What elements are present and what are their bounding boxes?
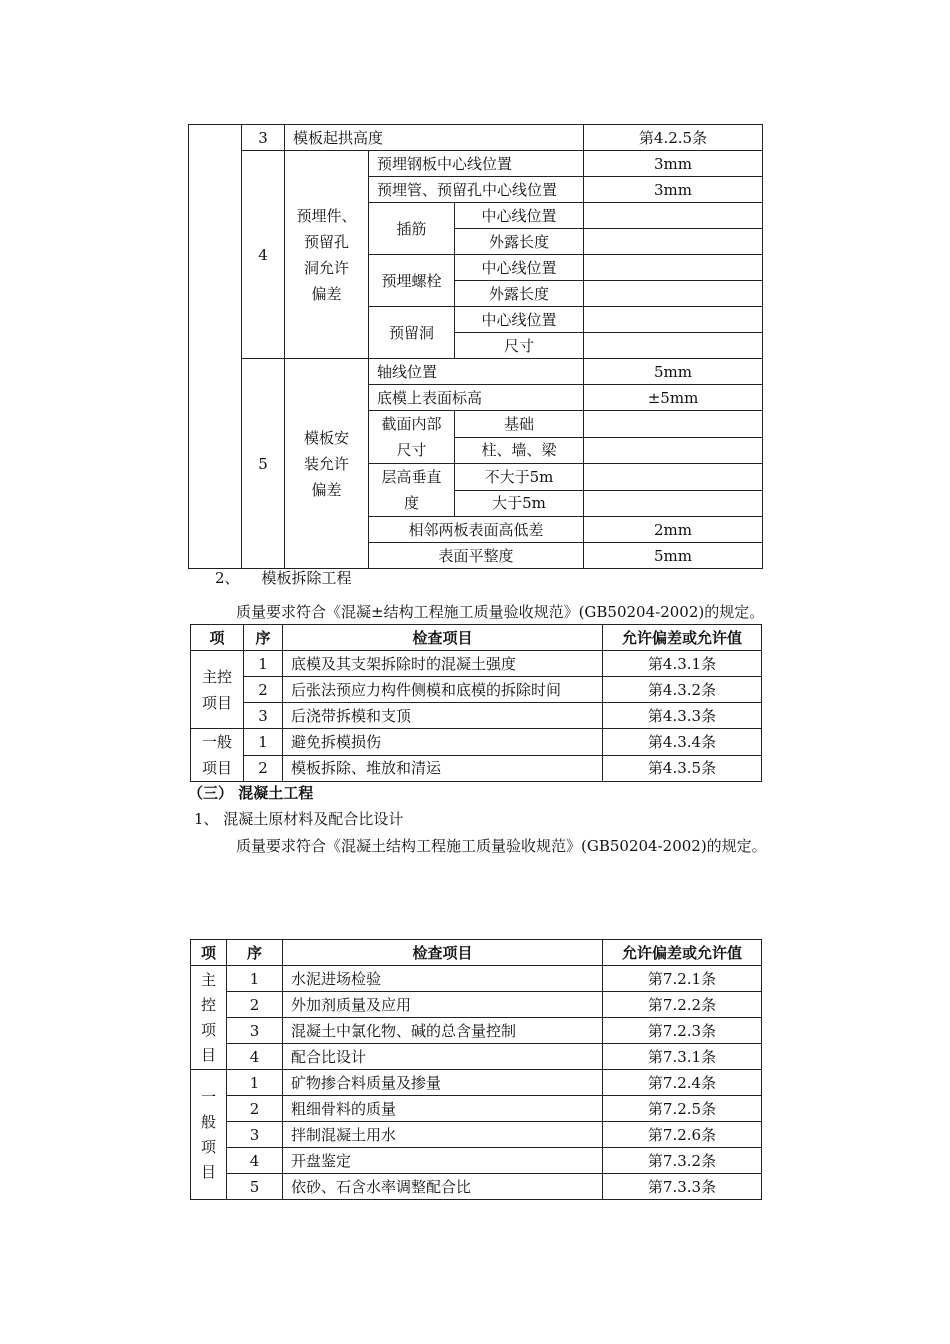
allowed-value bbox=[584, 307, 763, 333]
group-label: 主 控 项 目 bbox=[191, 966, 227, 1070]
row-number: 3 bbox=[244, 703, 283, 729]
sub-item: 尺寸 bbox=[455, 333, 584, 359]
sub-item: 中心线位置 bbox=[455, 307, 584, 333]
subsection-heading: 1、 混凝土原材料及配合比设计 bbox=[194, 810, 404, 828]
check-item: 矿物掺合料质量及掺量 bbox=[283, 1070, 603, 1096]
column-header: 序 bbox=[244, 625, 283, 651]
check-item: 预埋管、预留孔中心线位置 bbox=[369, 177, 584, 203]
check-item: 避免拆模损伤 bbox=[283, 729, 603, 756]
check-item: 开盘鉴定 bbox=[283, 1148, 603, 1174]
table-row bbox=[191, 651, 762, 677]
sub-item: 外露长度 bbox=[455, 281, 584, 307]
check-item: 配合比设计 bbox=[283, 1044, 603, 1070]
allowed-value: 第7.2.6条 bbox=[603, 1122, 762, 1148]
group-label: 模板安 装允许 偏差 bbox=[285, 359, 369, 569]
table-row bbox=[191, 703, 762, 729]
check-item: 轴线位置 bbox=[369, 359, 584, 385]
allowed-value bbox=[584, 464, 763, 491]
sub-item: 中心线位置 bbox=[455, 255, 584, 281]
check-item: 预埋钢板中心线位置 bbox=[369, 151, 584, 177]
check-item: 底模上表面标高 bbox=[369, 385, 584, 411]
row-number: 1 bbox=[244, 651, 283, 677]
row-number: 4 bbox=[227, 1148, 283, 1174]
table-row bbox=[189, 359, 763, 385]
concrete-materials-table bbox=[190, 939, 762, 1200]
check-item: 粗细骨料的质量 bbox=[283, 1096, 603, 1122]
allowed-value bbox=[584, 437, 763, 464]
table-header-row bbox=[191, 940, 762, 966]
table-row bbox=[189, 151, 763, 177]
table-row bbox=[191, 966, 762, 992]
row-number: 1 bbox=[244, 729, 283, 756]
group-label: 主控 项目 bbox=[191, 651, 244, 729]
allowed-value: 5mm bbox=[584, 359, 763, 385]
formwork-install-table bbox=[188, 124, 763, 569]
row-number: 5 bbox=[227, 1174, 283, 1200]
check-item: 混凝土中氯化物、碱的总含量控制 bbox=[283, 1018, 603, 1044]
allowed-value: 第7.2.3条 bbox=[603, 1018, 762, 1044]
column-header: 项 bbox=[191, 940, 227, 966]
allowed-value: ±5mm bbox=[584, 385, 763, 411]
row-number: 3 bbox=[242, 125, 285, 151]
row-number: 2 bbox=[227, 1096, 283, 1122]
allowed-value: 第7.2.2条 bbox=[603, 992, 762, 1018]
table-row bbox=[191, 1044, 762, 1070]
check-item: 模板拆除、堆放和清运 bbox=[283, 755, 603, 782]
check-item: 水泥进场检验 bbox=[283, 966, 603, 992]
allowed-value bbox=[584, 281, 763, 307]
allowed-value bbox=[584, 490, 763, 517]
allowed-value: 3mm bbox=[584, 177, 763, 203]
sub-group-label: 层高垂直 度 bbox=[369, 464, 455, 517]
sub-item: 中心线位置 bbox=[455, 203, 584, 229]
sub-group-label: 插筋 bbox=[369, 203, 455, 255]
check-item: 后张法预应力构件侧模和底模的拆除时间 bbox=[283, 677, 603, 703]
allowed-value: 第7.2.1条 bbox=[603, 966, 762, 992]
sub-group-label: 预留洞 bbox=[369, 307, 455, 359]
row-number: 1 bbox=[227, 966, 283, 992]
check-item: 相邻两板表面高低差 bbox=[369, 517, 584, 543]
check-item: 依砂、石含水率调整配合比 bbox=[283, 1174, 603, 1200]
row-number: 5 bbox=[242, 359, 285, 569]
formwork-removal-table bbox=[190, 624, 762, 782]
requirement-text: 质量要求符合《混凝±结构工程施工质量验收规范》(GB50204-2002)的规定。 bbox=[236, 603, 765, 621]
allowed-value bbox=[584, 255, 763, 281]
sub-item: 不大于5m bbox=[455, 464, 584, 491]
sub-item: 外露长度 bbox=[455, 229, 584, 255]
column-header: 检查项目 bbox=[283, 940, 603, 966]
table-row bbox=[191, 729, 762, 756]
sub-item: 柱、墙、梁 bbox=[455, 437, 584, 464]
sub-item: 基础 bbox=[455, 411, 584, 438]
table-row bbox=[191, 755, 762, 782]
row-number: 2 bbox=[244, 677, 283, 703]
allowed-value: 3mm bbox=[584, 151, 763, 177]
check-item: 外加剂质量及应用 bbox=[283, 992, 603, 1018]
column-header: 项 bbox=[191, 625, 244, 651]
row-number: 1 bbox=[227, 1070, 283, 1096]
section-heading: 2、 模板拆除工程 bbox=[215, 569, 352, 587]
column-header: 允许偏差或允许值 bbox=[603, 940, 762, 966]
allowed-value: 第7.2.5条 bbox=[603, 1096, 762, 1122]
allowed-value bbox=[584, 411, 763, 438]
allowed-value: 第7.3.2条 bbox=[603, 1148, 762, 1174]
column-header: 允许偏差或允许值 bbox=[603, 625, 762, 651]
table-row bbox=[191, 1122, 762, 1148]
row-number: 2 bbox=[227, 992, 283, 1018]
requirement-text: 质量要求符合《混凝土结构工程施工质量验收规范》(GB50204-2002)的规定。 bbox=[236, 837, 767, 855]
check-item: 模板起拱高度 bbox=[285, 125, 584, 151]
group-label: 一般 项目 bbox=[191, 729, 244, 782]
allowed-value: 第4.3.5条 bbox=[603, 755, 762, 782]
column-header: 序 bbox=[227, 940, 283, 966]
row-number: 3 bbox=[227, 1018, 283, 1044]
allowed-value: 第4.3.1条 bbox=[603, 651, 762, 677]
allowed-value: 2mm bbox=[584, 517, 763, 543]
allowed-value bbox=[584, 333, 763, 359]
sub-group-label: 截面内部 尺寸 bbox=[369, 411, 455, 464]
allowed-value: 第7.2.4条 bbox=[603, 1070, 762, 1096]
table-header-row bbox=[191, 625, 762, 651]
row-number: 4 bbox=[242, 151, 285, 359]
column-header: 检查项目 bbox=[283, 625, 603, 651]
table-row bbox=[191, 1174, 762, 1200]
table-row bbox=[189, 125, 763, 151]
row-number: 4 bbox=[227, 1044, 283, 1070]
group-label: 预埋件、 预留孔 洞允许 偏差 bbox=[285, 151, 369, 359]
check-item: 拌制混凝土用水 bbox=[283, 1122, 603, 1148]
allowed-value: 第4.2.5条 bbox=[584, 125, 763, 151]
row-number: 3 bbox=[227, 1122, 283, 1148]
sub-item: 大于5m bbox=[455, 490, 584, 517]
check-item: 后浇带拆模和支顶 bbox=[283, 703, 603, 729]
table-row bbox=[191, 992, 762, 1018]
table-row bbox=[191, 1018, 762, 1044]
table-row bbox=[191, 1096, 762, 1122]
allowed-value: 第4.3.3条 bbox=[603, 703, 762, 729]
table-row bbox=[191, 1070, 762, 1096]
sub-group-label: 预埋螺栓 bbox=[369, 255, 455, 307]
allowed-value: 5mm bbox=[584, 543, 763, 569]
row-number: 2 bbox=[244, 755, 283, 782]
allowed-value bbox=[584, 229, 763, 255]
group-label: 一 般 项 目 bbox=[191, 1070, 227, 1200]
table-row bbox=[191, 1148, 762, 1174]
section-title: （三） 混凝土工程 bbox=[188, 784, 314, 802]
allowed-value: 第7.3.1条 bbox=[603, 1044, 762, 1070]
allowed-value bbox=[584, 203, 763, 229]
allowed-value: 第4.3.4条 bbox=[603, 729, 762, 756]
allowed-value: 第7.3.3条 bbox=[603, 1174, 762, 1200]
table-row bbox=[191, 677, 762, 703]
blank-category-cell bbox=[189, 125, 242, 569]
allowed-value: 第4.3.2条 bbox=[603, 677, 762, 703]
check-item: 表面平整度 bbox=[369, 543, 584, 569]
check-item: 底模及其支架拆除时的混凝土强度 bbox=[283, 651, 603, 677]
